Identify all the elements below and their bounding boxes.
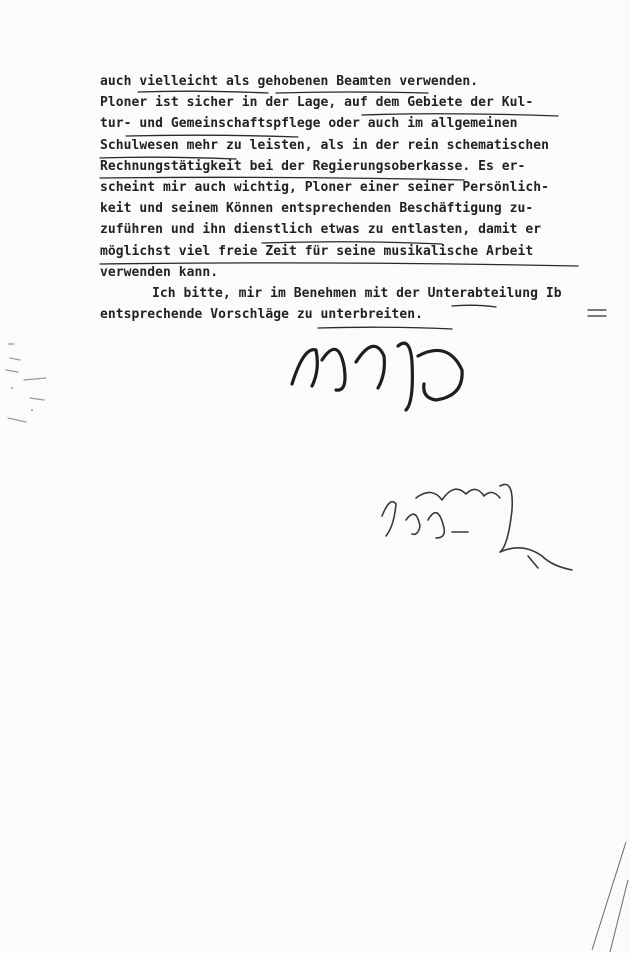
- text-line: auch vielleicht als gehobenen Beamten verwenden.: [100, 74, 479, 89]
- handwritten-note-mark: [372, 476, 582, 586]
- page-edge-marks: [580, 840, 630, 953]
- text-line: tur- und Gemeinschaftspflege oder auch im allgemeinen: [100, 116, 518, 132]
- text-line: möglichst viel freie Zeit für seine musikalische Arbeit: [100, 243, 534, 259]
- text-line: Schulwesen mehr zu leisten, als in der rein schematischen: [100, 137, 549, 153]
- text-line: scheint mir auch wichtig, Ploner einer seiner Persönlich-: [100, 179, 549, 195]
- text-line: verwenden kann.: [100, 264, 219, 280]
- text-line: Ploner ist sicher in der Lage, auf dem Gebiete der Kul-: [100, 95, 534, 111]
- text-line: Ich bitte, mir im Benehmen mit der Unterabteilung Ib: [152, 285, 562, 301]
- text-line: entsprechende Vorschläge zu unterbreiten.: [100, 307, 423, 323]
- text-line: zuführen und ihn dienstlich etwas zu entlasten, damit er: [100, 222, 542, 238]
- signature-mark: [286, 326, 476, 416]
- text-line: keit und seinem Können entsprechenden Beschäftigung zu-: [100, 201, 534, 217]
- text-line: Rechnungstätigkeit bei der Regierungsoberkasse. Es er-: [100, 158, 526, 174]
